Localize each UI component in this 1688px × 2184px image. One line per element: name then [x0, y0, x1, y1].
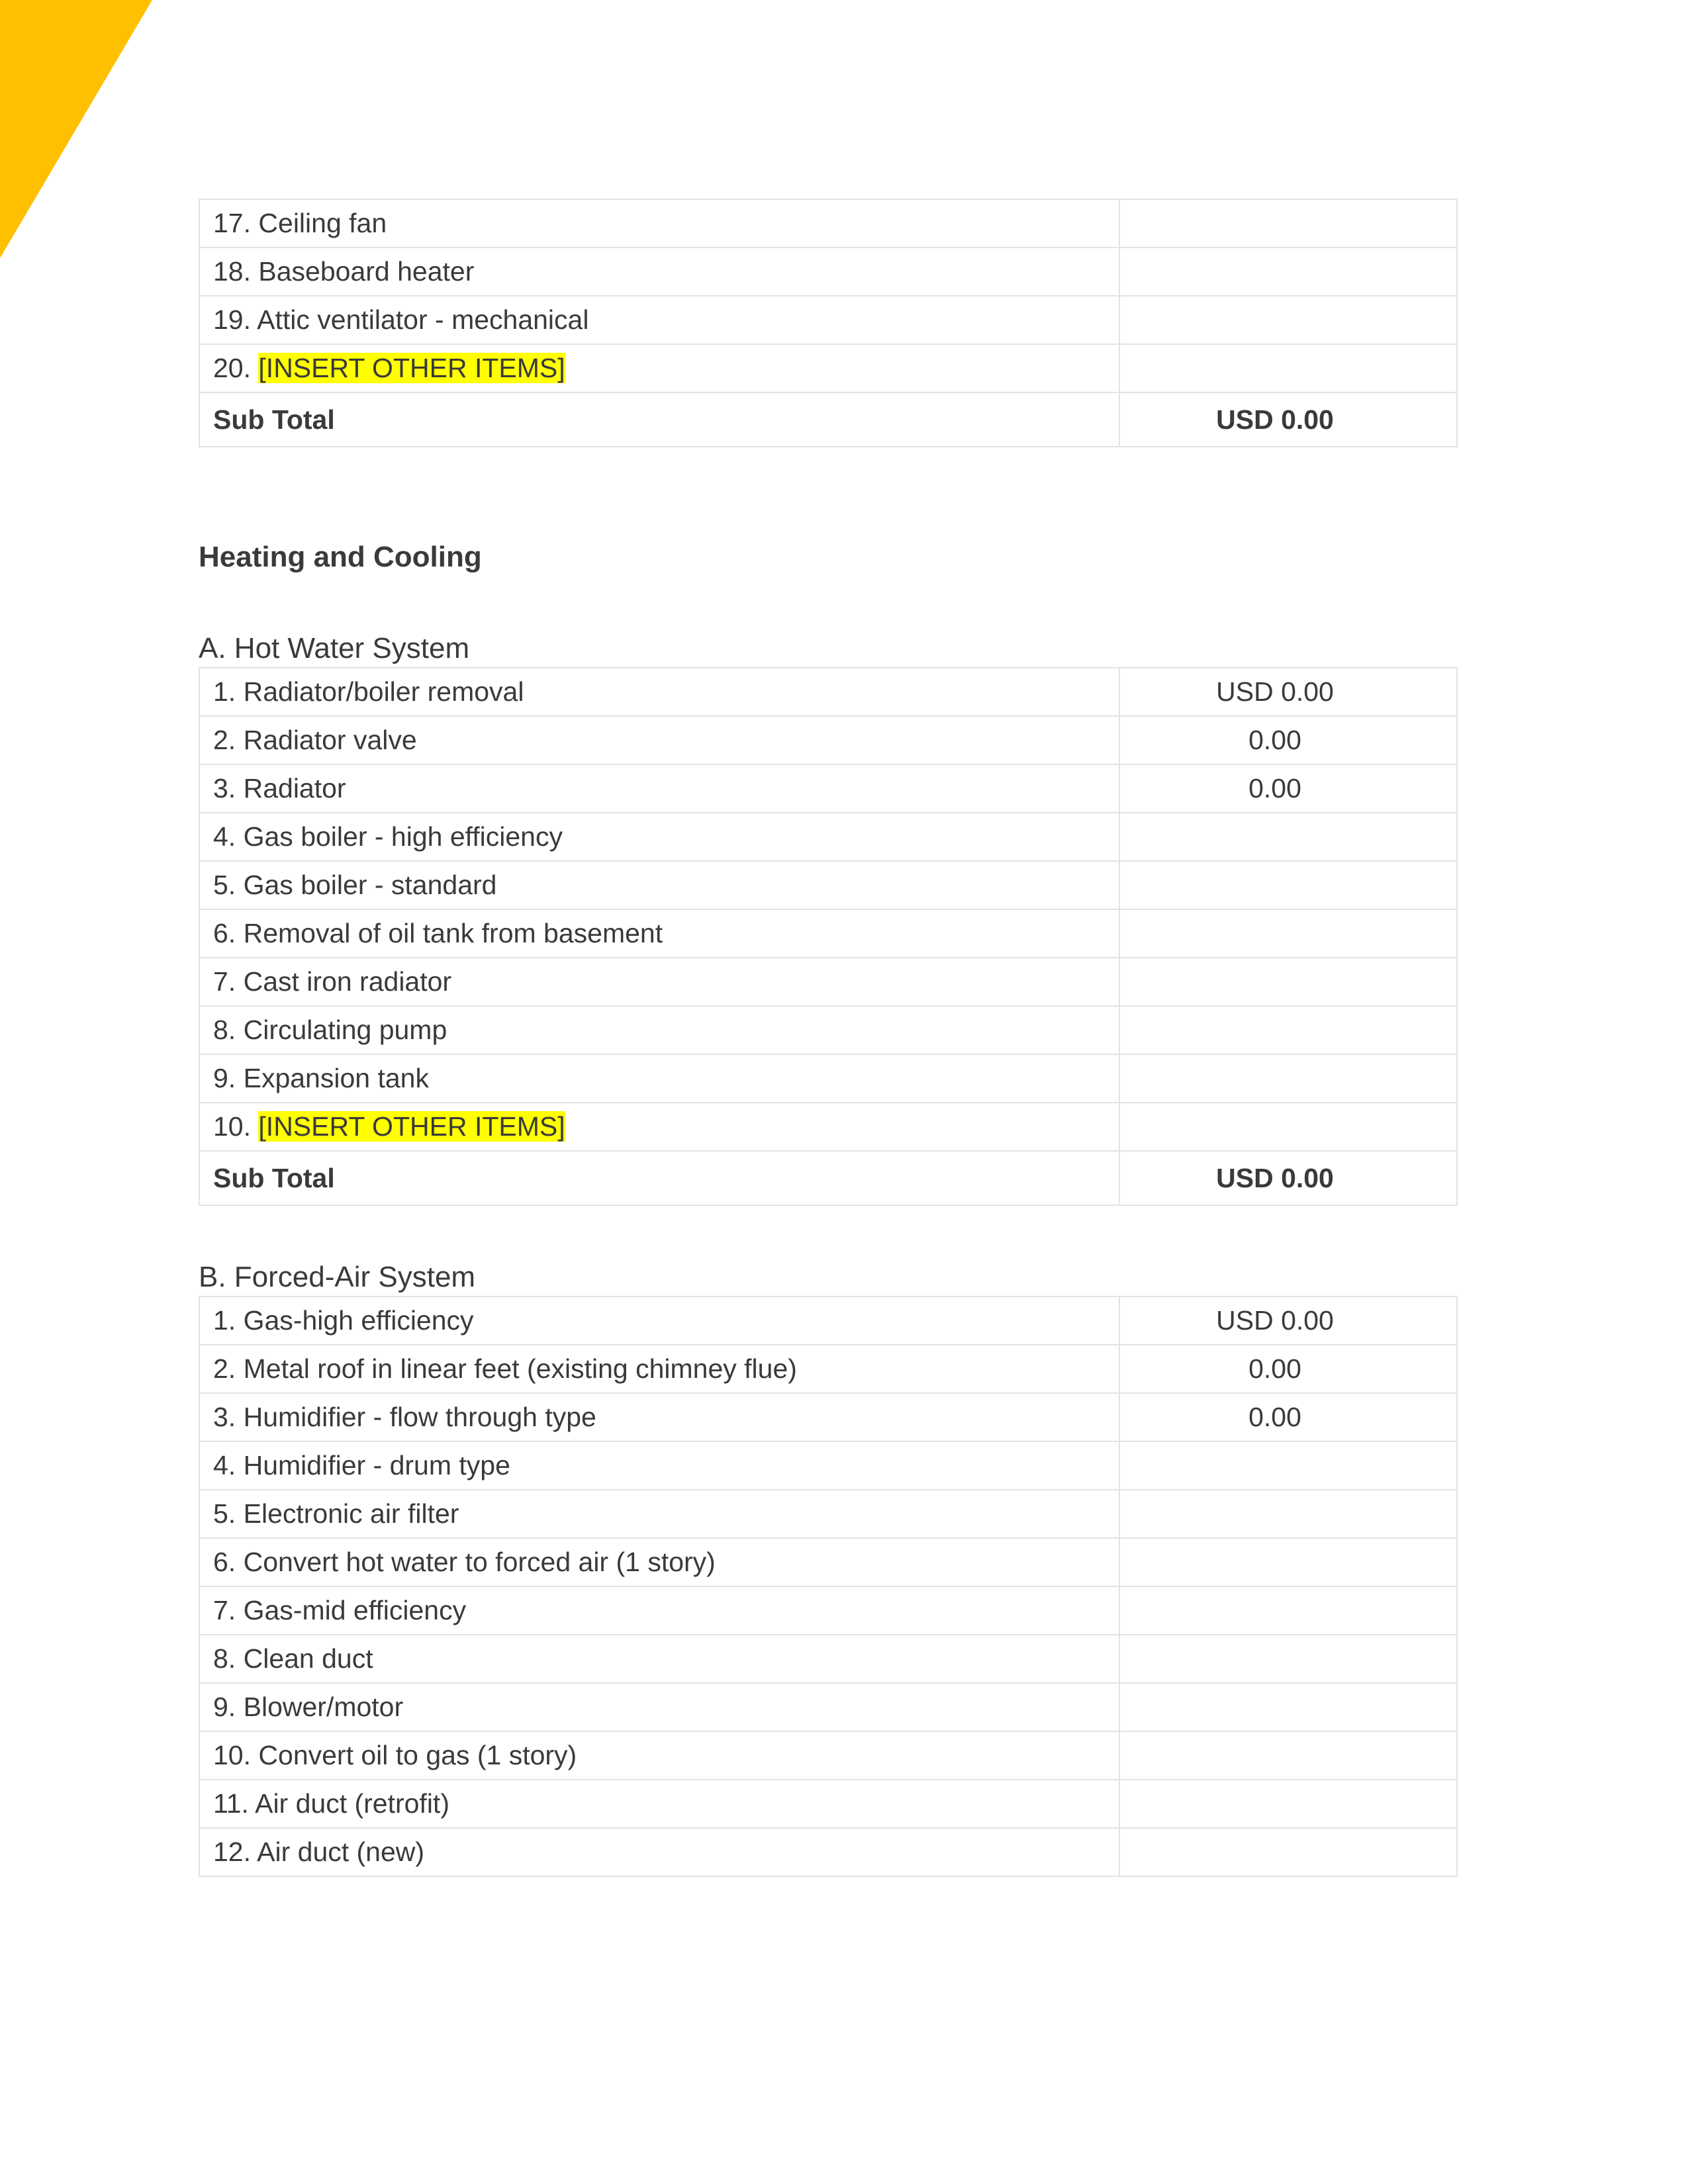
amount-cell [1119, 1441, 1457, 1490]
item-label: Gas boiler - standard [243, 870, 497, 900]
amount-cell [1119, 813, 1457, 861]
item-label: Electronic air filter [243, 1498, 459, 1529]
amount-cell [1119, 1828, 1457, 1876]
item-number: 1. [213, 676, 236, 707]
item-cell [199, 1586, 1119, 1635]
amount-cell [1119, 1635, 1457, 1683]
forced-air-table [199, 1296, 1458, 1877]
table-row [199, 668, 1457, 716]
item-label: Radiator valve [243, 725, 417, 755]
corner-accent-stripe [0, 0, 159, 265]
amount-cell: 0.00 [1119, 1345, 1457, 1393]
item-number: 18. [213, 256, 251, 287]
item-cell [199, 716, 1119, 764]
amount-cell [1119, 1006, 1457, 1054]
table-row [199, 764, 1457, 813]
item-number: 7. [213, 1595, 236, 1625]
table-row [199, 1683, 1457, 1731]
document-content [199, 199, 1456, 1877]
table-row [199, 1054, 1457, 1103]
amount-cell [1119, 248, 1457, 296]
item-label: Gas boiler - high efficiency [243, 821, 563, 852]
item-cell [199, 1006, 1119, 1054]
amount-cell [1119, 958, 1457, 1006]
item-cell [199, 861, 1119, 909]
item-cell [199, 1683, 1119, 1731]
amount-cell: USD 0.00 [1119, 668, 1457, 716]
table-row [199, 1731, 1457, 1780]
amount-cell [1119, 296, 1457, 344]
item-number: 5. [213, 870, 236, 900]
item-label: Removal of oil tank from basement [243, 918, 663, 948]
item-cell [199, 1828, 1119, 1876]
item-number: 10. [213, 1111, 251, 1142]
hot-water-heading: A. Hot Water System [199, 632, 470, 664]
table-row [199, 958, 1457, 1006]
amount-cell [1119, 199, 1457, 248]
item-label: Ceiling fan [258, 208, 387, 238]
item-number: 8. [213, 1643, 236, 1674]
item-number: 9. [213, 1692, 236, 1722]
hot-water-table [199, 667, 1458, 1206]
item-number: 12. [213, 1837, 251, 1867]
table-row [199, 716, 1457, 764]
subtotal-label: Sub Total [199, 1151, 1119, 1205]
item-number: 4. [213, 1450, 236, 1480]
table-row [199, 1345, 1457, 1393]
item-label: Expansion tank [243, 1063, 429, 1093]
item-number: 2. [213, 1353, 236, 1384]
item-cell [199, 1393, 1119, 1441]
item-number: 11. [213, 1788, 249, 1819]
item-cell [199, 958, 1119, 1006]
item-label: Blower/motor [243, 1692, 404, 1722]
item-label: Humidifier - drum type [243, 1450, 510, 1480]
amount-cell [1119, 1780, 1457, 1828]
amount-cell [1119, 1054, 1457, 1103]
item-cell [199, 1103, 1119, 1151]
forced-air-heading: B. Forced-Air System [199, 1261, 476, 1293]
table-row [199, 1297, 1457, 1345]
item-label: Attic ventilator - mechanical [257, 304, 589, 335]
item-number: 1. [213, 1305, 236, 1336]
item-number: 19. [213, 304, 251, 335]
item-number: 5. [213, 1498, 236, 1529]
item-label: Cast iron radiator [243, 966, 452, 997]
item-label: Circulating pump [243, 1015, 447, 1045]
item-cell [199, 248, 1119, 296]
table-row [199, 1441, 1457, 1490]
amount-cell: 0.00 [1119, 1393, 1457, 1441]
item-cell [199, 668, 1119, 716]
item-cell [199, 296, 1119, 344]
amount-cell: USD 0.00 [1119, 1297, 1457, 1345]
item-number: 2. [213, 725, 236, 755]
item-number: 6. [213, 918, 236, 948]
item-cell [199, 1297, 1119, 1345]
subtotal-row [199, 1151, 1457, 1205]
cost-table-continued [199, 199, 1458, 447]
table-row [199, 1006, 1457, 1054]
subtotal-value: USD 0.00 [1119, 1151, 1457, 1205]
table-row [199, 1828, 1457, 1876]
item-label: Radiator/boiler removal [243, 676, 524, 707]
item-label: Humidifier - flow through type [243, 1402, 596, 1432]
table-row [199, 199, 1457, 248]
item-number: 8. [213, 1015, 236, 1045]
item-cell [199, 1731, 1119, 1780]
item-label: Clean duct [243, 1643, 373, 1674]
amount-cell [1119, 344, 1457, 392]
item-number: 3. [213, 1402, 236, 1432]
table-row [199, 296, 1457, 344]
table-row [199, 1538, 1457, 1586]
table-row [199, 1635, 1457, 1683]
item-cell [199, 1345, 1119, 1393]
item-label: Air duct (new) [257, 1837, 425, 1867]
item-label: Convert hot water to forced air (1 story) [243, 1547, 716, 1577]
item-cell [199, 1441, 1119, 1490]
subtotal-value: USD 0.00 [1119, 392, 1457, 447]
item-number: 6. [213, 1547, 236, 1577]
item-number: 4. [213, 821, 236, 852]
item-cell [199, 199, 1119, 248]
placeholder-highlight: [INSERT OTHER ITEMS] [258, 353, 565, 383]
table-row [199, 1490, 1457, 1538]
item-cell [199, 813, 1119, 861]
item-label: Gas-high efficiency [243, 1305, 474, 1336]
item-cell [199, 1054, 1119, 1103]
amount-cell [1119, 861, 1457, 909]
item-number: 20. [213, 353, 251, 383]
table-row [199, 248, 1457, 296]
item-label: Radiator [243, 773, 346, 803]
amount-cell: 0.00 [1119, 764, 1457, 813]
amount-cell [1119, 1731, 1457, 1780]
table-row [199, 1103, 1457, 1151]
item-label: Metal roof in linear feet (existing chimney flue) [243, 1353, 797, 1384]
item-cell [199, 1780, 1119, 1828]
table-row [199, 344, 1457, 392]
item-cell [199, 344, 1119, 392]
item-number: 10. [213, 1740, 251, 1770]
table-row [199, 861, 1457, 909]
table-row [199, 1393, 1457, 1441]
amount-cell [1119, 1103, 1457, 1151]
table-row [199, 1780, 1457, 1828]
item-number: 7. [213, 966, 236, 997]
item-label: Convert oil to gas (1 story) [258, 1740, 577, 1770]
item-cell [199, 1490, 1119, 1538]
item-cell [199, 764, 1119, 813]
placeholder-highlight: [INSERT OTHER ITEMS] [258, 1111, 565, 1142]
amount-cell: 0.00 [1119, 716, 1457, 764]
item-label: Baseboard heater [258, 256, 475, 287]
table-row [199, 813, 1457, 861]
item-cell [199, 1538, 1119, 1586]
amount-cell [1119, 1490, 1457, 1538]
amount-cell [1119, 909, 1457, 958]
item-cell [199, 909, 1119, 958]
item-number: 3. [213, 773, 236, 803]
amount-cell [1119, 1538, 1457, 1586]
section-heading: Heating and Cooling [199, 541, 482, 573]
subtotal-row [199, 392, 1457, 447]
item-cell [199, 1635, 1119, 1683]
amount-cell [1119, 1586, 1457, 1635]
table-row [199, 909, 1457, 958]
item-number: 17. [213, 208, 251, 238]
item-number: 9. [213, 1063, 236, 1093]
item-label: Gas-mid efficiency [243, 1595, 467, 1625]
amount-cell [1119, 1683, 1457, 1731]
item-label: Air duct (retrofit) [255, 1788, 449, 1819]
subtotal-label: Sub Total [199, 392, 1119, 447]
table-row [199, 1586, 1457, 1635]
